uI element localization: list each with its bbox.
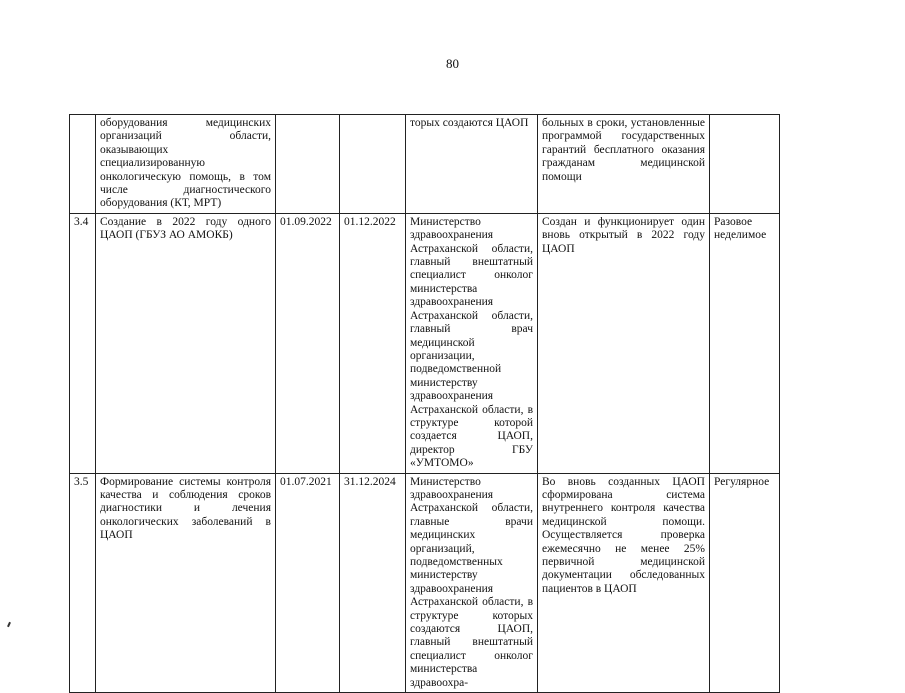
cell-responsible: торых создаются ЦАОП (406, 115, 538, 214)
cell-end-date: 01.12.2022 (340, 213, 406, 473)
cell-number: 3.4 (70, 213, 96, 473)
table-row (70, 213, 780, 473)
cell-end-date (340, 115, 406, 214)
table-row (70, 473, 780, 693)
table-row (70, 115, 780, 214)
cell-start-date: 01.07.2021 (276, 473, 340, 693)
cell-result: Во вновь созданных ЦАОП сформирована система внутреннего контроля качества медицинской помощи. Осуществляется проверка ежемесячно не менее 25% первичной медицинской документации обследованных пациентов в ЦАОП (538, 473, 710, 693)
cell-measure-name: Формирование системы контроля качества и соблюдения сроков диагностики и лечения онкологических заболеваний в ЦАОП (96, 473, 276, 693)
cell-measure-name: оборудования медицинских организаций области, оказывающих специализированную онкологическую помощь, в том числе диагностического оборудования (КТ, МРТ) (96, 115, 276, 214)
cell-end-date: 31.12.2024 (340, 473, 406, 693)
page-number: 80 (446, 56, 459, 71)
cell-measure-name: Создание в 2022 году одного ЦАОП (ГБУЗ АО АМОКБ) (96, 213, 276, 473)
cell-start-date (276, 115, 340, 214)
measures-table (69, 114, 780, 693)
cell-responsible: Министерство здравоохранения Астраханской области, главные врачи медицинских организаций, подведомственных министерству здравоохранения Астраханской области, в структуре которых создаются ЦАОП, главный внештатный специалист онколог министерства здравоохра- (406, 473, 538, 693)
cell-type: Разовое неделимое (710, 213, 780, 473)
cell-type (710, 115, 780, 214)
scan-mark (7, 622, 11, 627)
cell-start-date: 01.09.2022 (276, 213, 340, 473)
cell-number: 3.5 (70, 473, 96, 693)
cell-responsible: Министерство здравоохранения Астраханской области, главный внештатный специалист онколог министерства здравоохранения Астраханской области, главный врач медицинской организации, подведомственной министерству здравоохранения Астраханской области, в структуре которой создается ЦАОП, директор ГБУ «УМТОМО» (406, 213, 538, 473)
cell-number (70, 115, 96, 214)
cell-type: Регулярное (710, 473, 780, 693)
cell-result: больных в сроки, установленные программой государственных гарантий бесплатного оказания гражданам медицинской помощи (538, 115, 710, 214)
cell-result: Создан и функционирует один вновь открытый в 2022 году ЦАОП (538, 213, 710, 473)
